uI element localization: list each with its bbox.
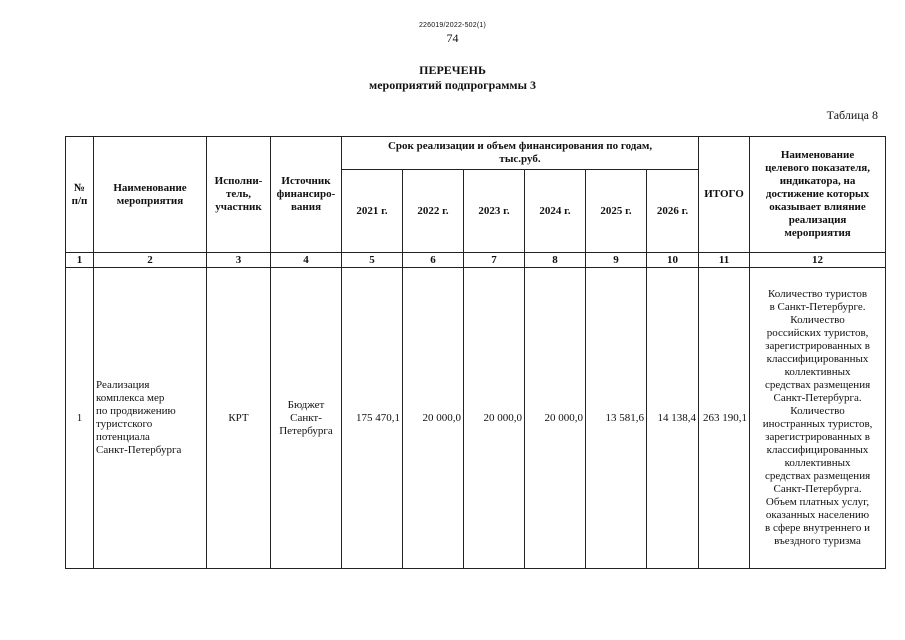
column-number: 6	[403, 253, 464, 268]
column-number: 4	[271, 253, 342, 268]
row-value-2023: 20 000,0	[464, 268, 525, 569]
row-value-2026: 14 138,4	[647, 268, 699, 569]
column-number: 12	[750, 253, 886, 268]
header-year: 2023 г.	[464, 170, 525, 253]
header-period: Срок реализации и объем финансирования по годам, тыс.руб.	[342, 137, 699, 170]
column-number-row	[66, 253, 886, 268]
header-indicator: Наименование целевого показателя, индикатора, на достижение которых оказывает влияние реализация мероприятия	[750, 137, 886, 253]
column-number: 10	[647, 253, 699, 268]
header-num: № п/п	[66, 137, 94, 253]
header-year: 2024 г.	[525, 170, 586, 253]
table-row	[66, 268, 886, 569]
header-executor: Исполни- тель, участник	[207, 137, 271, 253]
column-number: 2	[94, 253, 207, 268]
column-number: 11	[699, 253, 750, 268]
row-executor: КРТ	[207, 268, 271, 569]
page-number: 74	[446, 31, 459, 45]
column-number: 7	[464, 253, 525, 268]
header-name: Наименование мероприятия	[94, 137, 207, 253]
row-value-2025: 13 581,6	[586, 268, 647, 569]
row-value-2021: 175 470,1	[342, 268, 403, 569]
row-num: 1	[66, 268, 94, 569]
row-value-2024: 20 000,0	[525, 268, 586, 569]
header-total: ИТОГО	[699, 137, 750, 253]
row-indicator: Количество туристов в Санкт-Петербурге. Количество российских туристов, зарегистрированных в классифицированных коллективных средствах размещения Санкт-Петербурга. Количество иностранных туристов, зарегистрированных в классифицированных коллективных средствах размещения Санкт-Петербурга. Объем платных услуг, оказанных населению в сфере внутреннего и въездного туризма	[750, 268, 886, 569]
header-year: 2026 г.	[647, 170, 699, 253]
row-value-2022: 20 000,0	[403, 268, 464, 569]
row-source: Бюджет Санкт- Петербурга	[271, 268, 342, 569]
page-title: ПЕРЕЧЕНЬ	[419, 63, 486, 77]
measures-table	[65, 136, 886, 569]
row-total: 263 190,1	[699, 268, 750, 569]
column-number: 5	[342, 253, 403, 268]
header-row-top	[66, 137, 886, 170]
table-label: Таблица 8	[826, 108, 878, 122]
column-number: 8	[525, 253, 586, 268]
row-name: Реализация комплекса мер по продвижению туристского потенциала Санкт-Петербурга	[94, 268, 207, 569]
column-number: 3	[207, 253, 271, 268]
header-source: Источник финансиро- вания	[271, 137, 342, 253]
header-year: 2022 г.	[403, 170, 464, 253]
header-year: 2021 г.	[342, 170, 403, 253]
column-number: 9	[586, 253, 647, 268]
page-subtitle: мероприятий подпрограммы 3	[369, 78, 536, 92]
column-number: 1	[66, 253, 94, 268]
document-id: 226019/2022-502(1)	[418, 22, 487, 29]
header-year: 2025 г.	[586, 170, 647, 253]
